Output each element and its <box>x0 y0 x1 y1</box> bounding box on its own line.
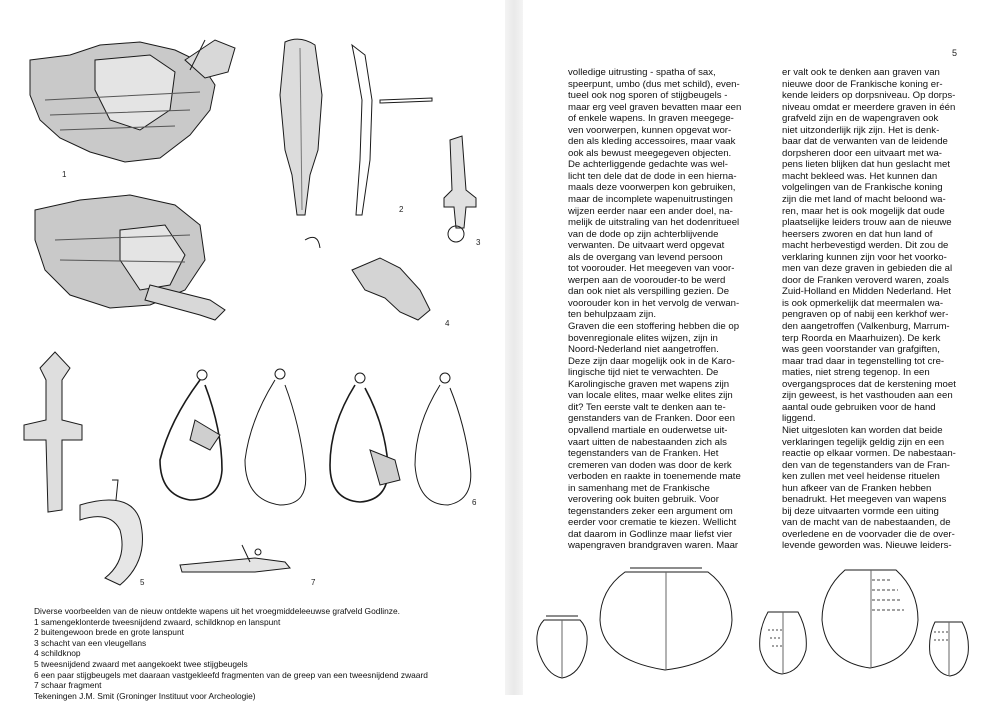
text-line: nieuwe door de Frankische koning er- <box>782 78 943 90</box>
text-line: wijzen eerder naar een ander doel, na- <box>568 205 733 217</box>
text-line: hun afkeer van de Franken hebben <box>782 482 932 494</box>
text-line: verboden en raakte in toenemende mate <box>568 471 741 483</box>
caption-item: 5 tweesnijdend zwaard met aangekoekt twee stijgbeugels <box>34 658 248 669</box>
drawing-agglomerate-bottom <box>35 195 225 320</box>
figure-label-3: 3 <box>476 238 481 247</box>
caption-item: 2 buitengewoon brede en grote lanspunt <box>34 627 184 638</box>
figure-label-6: 6 <box>472 498 477 507</box>
text-line: maar erg veel graven bevatten maar een <box>568 101 742 113</box>
text-line: melijk de uitstraling van het dodenritueel <box>568 217 740 229</box>
text-line: of enkele wapens. In graven meegege- <box>568 113 734 125</box>
text-line: den van de tegenstanders van de Fran- <box>782 459 951 471</box>
text-line: baar dat de verwanten van de leidende <box>782 136 948 148</box>
text-line: was geen voorstander van grafgiften, <box>782 344 940 356</box>
caption-item: 3 schacht van een vleugellans <box>34 637 147 648</box>
pot-large-center <box>600 568 732 670</box>
text-line: terp Roorda en Maarhuizen). De kerk <box>782 332 941 344</box>
text-line: den als kleding accessoires, maar vaak <box>568 136 736 148</box>
text-column-1 <box>568 67 768 552</box>
text-line: den aangetroffen (Valkenburg, Marrum- <box>782 321 950 333</box>
text-line: volgelingen van de Frankische koning <box>782 182 943 194</box>
page-gutter <box>505 0 523 695</box>
text-line: pens lieten blijken dat hun geslacht met <box>782 159 950 171</box>
text-line: bij deze uitvaarten vormde een uiting <box>782 505 939 517</box>
text-line: bovenregionale elites wijzen, zijn in <box>568 332 718 344</box>
text-line: ven voorwerpen, kunnen opgevat wor- <box>568 124 732 136</box>
text-line: van locale elites, maar welke elites zijn <box>568 390 733 402</box>
text-line: overgangsproces dat de kerstening moet <box>782 378 956 390</box>
text-line: niet uitzonderlijk rijk zijn. Het is denk- <box>782 124 940 136</box>
text-line: De achterliggende gedachte was wel- <box>568 159 728 171</box>
text-line: dorpsheren door een uitvaart met wa- <box>782 147 942 159</box>
text-line: heersers zworen en dat hun land of <box>782 228 933 240</box>
text-line: overledene en de voorvader die de over- <box>782 528 955 540</box>
text-line: plaatselijke leiders trouw aan de nieuwe <box>782 217 952 229</box>
text-line: tueel ook nog sporen of stijgbeugels - <box>568 90 728 102</box>
drawing-sword-stirrups <box>24 352 143 585</box>
text-line: wapengraven brandgraven waren. Maar <box>568 540 739 552</box>
text-line: levende geworden was. Nieuwe leiders- <box>782 540 952 552</box>
text-line: grafveld zijn en de wapengraven ook <box>782 113 939 125</box>
text-line: verklaringen tegelijk geldig zijn en een <box>782 436 945 448</box>
text-line: maar trad daar in tegenstelling tot cre- <box>782 355 945 367</box>
text-line: dit? Ten eerste valt te denken aan te- <box>568 401 726 413</box>
caption-title: Diverse voorbeelden van de nieuw ontdekte wapens uit het vroegmiddeleeuwse grafveld Godlinze. <box>34 606 400 616</box>
text-line: ren, maar het is ook mogelijk dat oude <box>782 205 945 217</box>
text-line: werpen aan de voorouder-to be werd <box>568 274 726 286</box>
text-line: maar de incomplete wapenuitrustingen <box>568 194 733 206</box>
text-line: eerder voor crematie te kiezen. Wellicht <box>568 517 737 529</box>
text-line: macht bekleed was. Het kunnen dan <box>782 170 938 182</box>
text-line: Karolingische graven met wapens zijn <box>568 378 730 390</box>
caption-item: 4 schildknop <box>34 648 81 659</box>
text-line: Niet uitgesloten kan worden dat beide <box>782 424 943 436</box>
text-line: voorouder kon in het vervolg de verwan- <box>568 297 740 309</box>
pot-decorated-tall <box>822 570 918 668</box>
text-line: verwanten. De uitvaart werd opgevat <box>568 240 725 252</box>
drawing-agglomerate-top <box>30 40 235 162</box>
drawing-stirrups <box>160 369 471 505</box>
text-line: als de overgang van levend persoon <box>568 251 723 263</box>
text-line: genstanders van de Franken. Door een <box>568 413 735 425</box>
text-line: van de macht van de nabestaanden, de <box>782 517 951 529</box>
text-line: tegenstanders zeker een argument om <box>568 505 733 517</box>
drawing-winged-lance-shaft <box>444 136 476 242</box>
text-column-2 <box>782 67 972 552</box>
text-line: cremeren van doden was door de kerk <box>568 459 732 471</box>
text-line: liggend. <box>782 413 816 425</box>
weapon-drawings <box>0 0 505 600</box>
figure-label-5: 5 <box>140 578 145 587</box>
text-line: in samenhang met de Frankische <box>568 482 710 494</box>
figure-label-2: 2 <box>399 205 404 214</box>
text-line: speerpunt, umbo (dus met schild), even- <box>568 78 740 90</box>
text-line: niveau omdat er meerdere graven in één <box>782 101 956 113</box>
text-line: opvallend martiale en ouderwetse uit- <box>568 424 728 436</box>
text-line: maties, niet streng tegenop. In een <box>782 367 930 379</box>
text-line: van de dode op zijn achterblijvende <box>568 228 719 240</box>
pot-small-left <box>537 616 587 678</box>
caption-item: 6 een paar stijgbeugels met daaraan vastgekleefd fragmenten van de greep van een tweesnijdend zwaard <box>34 669 428 680</box>
figure-label-7: 7 <box>311 578 316 587</box>
text-line: dan ook niet als verspilling gezien. De <box>568 286 730 298</box>
text-line: men van deze graven in gebieden die al <box>782 263 953 275</box>
text-line: lingische tijd niet te verwachten. De <box>568 367 719 379</box>
text-line: door de Franken veroverd waren, zoals <box>782 274 949 286</box>
text-line: ken zullen met veel heidense rituelen <box>782 471 940 483</box>
text-line: er valt ook te denken aan graven van <box>782 67 940 78</box>
drawing-shield-boss <box>352 258 430 320</box>
text-line: zijn geweest, is het vasthouden aan een <box>782 390 953 402</box>
caption-item: 1 samengeklonterde tweesnijdend zwaard, schildknop en lanspunt <box>34 616 281 627</box>
text-line: Noord-Nederland niet aangetroffen. <box>568 344 719 356</box>
text-line: vaart uitten de nabestaanden zich als <box>568 436 727 448</box>
text-line: maals deze voorwerpen kon gebruiken, <box>568 182 736 194</box>
text-line: licht ten dele dat de dode in een hierna- <box>568 170 737 182</box>
text-line: ten behulpzaam zijn. <box>568 309 656 321</box>
text-line: reactie op elkaar vormen. De nabestaan- <box>782 448 956 460</box>
caption-credit: Tekeningen J.M. Smit (Groninger Instituut voor Archeologie) <box>34 690 256 701</box>
text-line: tot voorouder. Het meegeven van voor- <box>568 263 735 275</box>
text-line: Graven die een stoffering hebben die op <box>568 321 740 333</box>
drawing-scissors-fragment <box>180 545 290 572</box>
text-line: volledige uitrusting - spatha of sax, <box>568 67 716 78</box>
text-line: tegenstanders van de Franken. Het <box>568 448 719 460</box>
text-line: aantal oude gebruiken voor de hand <box>782 401 936 413</box>
figure-label-4: 4 <box>445 319 450 328</box>
text-line: ook als bewust meegegeven objecten. <box>568 147 732 159</box>
figure-caption <box>34 606 504 701</box>
text-line: pengraven op of nabij een kerkhof wer- <box>782 309 949 321</box>
pot-small-right <box>930 622 969 676</box>
text-line: benadrukt. Het meegeven van wapens <box>782 494 947 506</box>
page-number: 5 <box>952 48 958 58</box>
drawing-spearhead <box>280 39 432 248</box>
pot-decorated-small <box>760 612 807 674</box>
text-line: verovering ook buiten gebruik. Voor <box>568 494 719 506</box>
text-line: Zuid-Holland en Midden Nederland. Het <box>782 286 952 298</box>
text-line: zijn die met land of macht beloond wa- <box>782 194 946 206</box>
text-line: Deze zijn daar mogelijk ook in de Karo- <box>568 355 735 367</box>
text-line: verklaring kunnen zijn voor het voorko- <box>782 251 947 263</box>
text-line: macht herbevestigd werden. Dit zou de <box>782 240 949 252</box>
text-line: dat daarom in Godlinze maar liefst vier <box>568 528 733 540</box>
caption-item: 7 schaar fragment <box>34 680 102 691</box>
text-line: kende leiders op dorpsniveau. Op dorps- <box>782 90 956 102</box>
pottery-drawings <box>530 550 970 690</box>
text-line: is ook opmerkelijk dat meermalen wa- <box>782 297 944 309</box>
figure-label-1: 1 <box>62 170 67 179</box>
